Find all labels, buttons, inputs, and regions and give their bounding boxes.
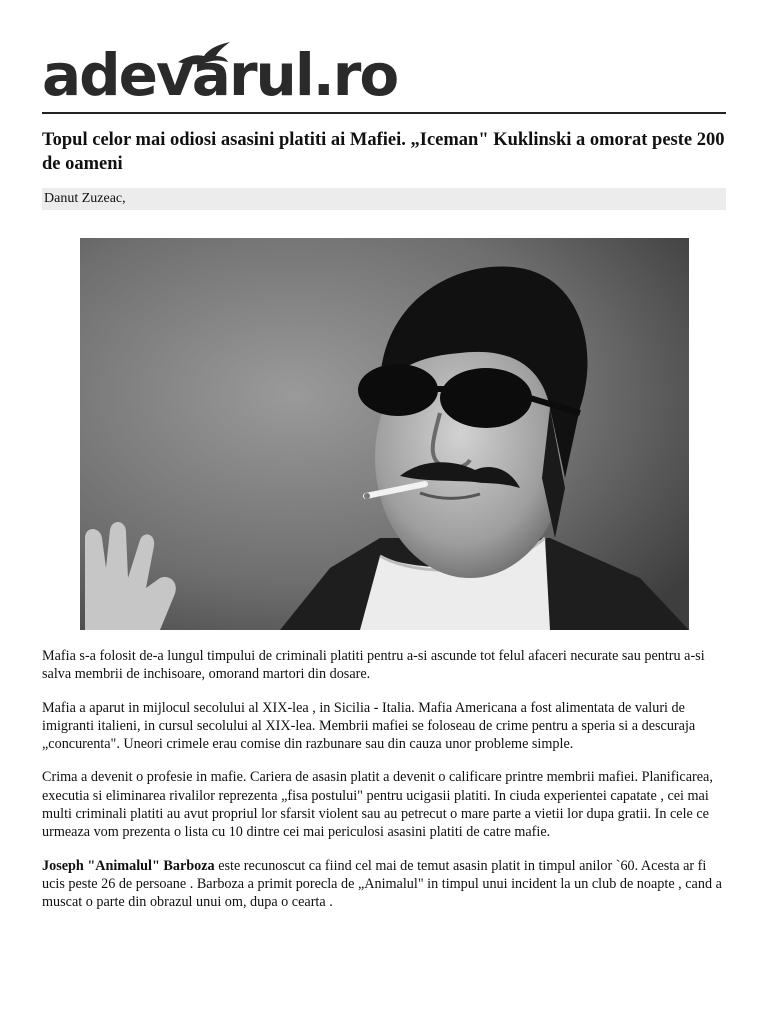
article-paragraph: Mafia s-a folosit de-a lungul timpului de criminali platiti pentru a-si ascunde tot felul afaceri necurate sau pentru a-si salva membrii de inchisoare, omorand martori din dosare. (42, 648, 705, 683)
hitman-name: Joseph "Animalul" Barboza (42, 857, 215, 874)
masthead-divider (42, 112, 726, 114)
author-byline[interactable]: Danut Zuzeac, (42, 188, 726, 210)
article-body (42, 647, 728, 927)
site-logo[interactable]: adevarul.ro (42, 41, 398, 109)
article-headline: Topul celor mai odiosi asasini platiti ai Mafiei. „Iceman" Kuklinski a omorat peste 200 de oameni (42, 130, 725, 174)
eagle-logo-icon (176, 40, 232, 70)
article-paragraph: Mafia a aparut in mijlocul secolului al XIX-lea , in Sicilia - Italia. Mafia Americana a fost alimentata de valuri de imigranti italieni, in cursul secolului al XIX-lea. Membrii mafiei se foloseau de crime pentru a speria si a descuraja „concurenta". Uneori crimele erau comise din razbunare sau din cauza unor probleme simple. (42, 699, 696, 753)
hitman-description: este recunoscut ca fiind cel mai de temut asasin platit in timpul anilor `60. Acesta ar fi ucis peste 26 de persoane . Barboza a primit porecla de „Animalul" in timpul unui incident la un club de noapte , cand a muscat o parte din obrazul unui om, dupa o cearta . (42, 857, 722, 911)
mobster-portrait-photo-icon (80, 238, 689, 630)
article-paragraph: Crima a devenit o profesie in mafie. Cariera de asasin platit a devenit o calificare printre membrii mafiei. Planificarea, executia si eliminarea rivalilor reprezenta „fisa postului" pentru ucigasii platiti. In ciuda experientei capatate , cei mai multi criminali platiti au avut propriul lor sfarsit violent sau au petrecut o mare parte a vietii lor dupa gratii. In cele ce urmeaza vom prezenta o lista cu 10 dintre cei mai periculosi asasini platiti de catre mafie. (42, 769, 713, 841)
article-paragraph (42, 857, 728, 912)
masthead (42, 40, 726, 116)
article-photo (80, 238, 689, 630)
